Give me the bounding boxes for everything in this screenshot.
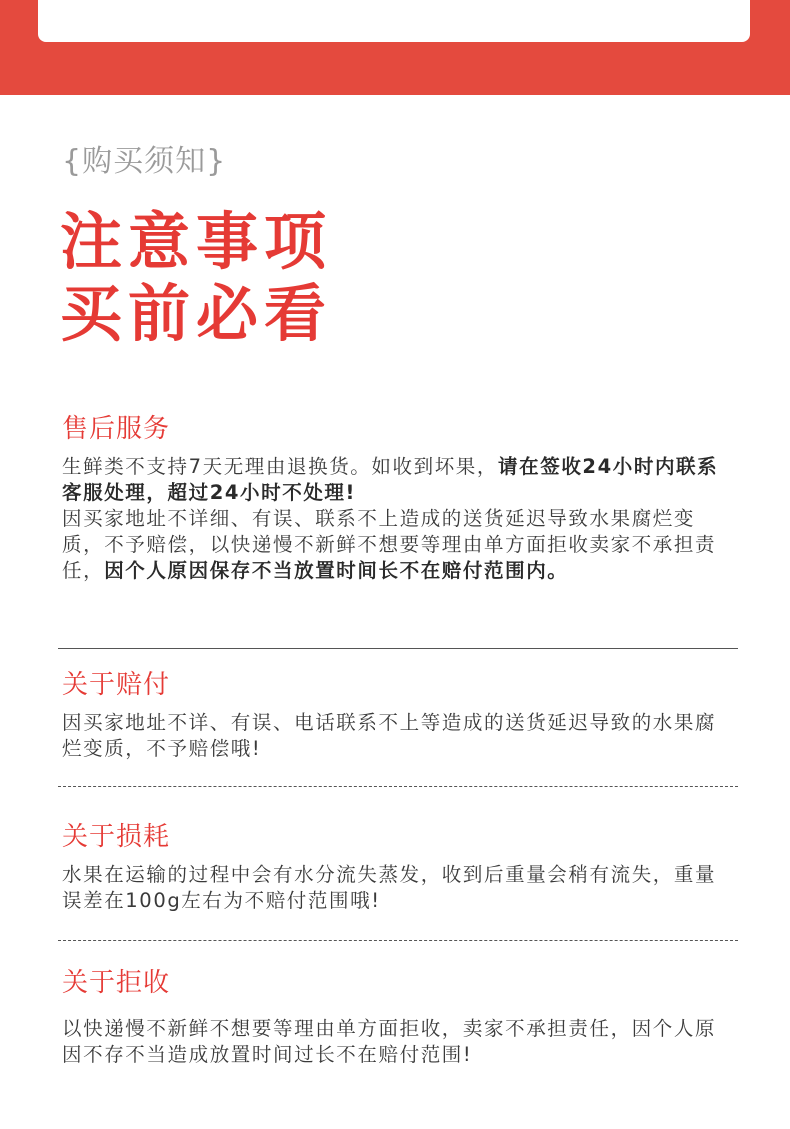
section-divider — [58, 940, 738, 941]
notice-subtitle: {购买须知} — [62, 144, 227, 179]
section-after-sales — [62, 412, 737, 584]
section-divider — [58, 786, 738, 787]
section-rejection — [62, 966, 737, 1068]
headline — [60, 206, 332, 350]
top-white-card — [38, 0, 750, 42]
section-title: 关于赔付 — [62, 670, 171, 700]
section-title: 关于损耗 — [62, 822, 171, 852]
section-divider — [58, 648, 738, 649]
section-body — [62, 454, 737, 584]
section-compensation — [62, 668, 737, 762]
headline-line-1: 注意事项 — [60, 205, 333, 278]
body-emphasis: 请在签收24小时内联系客服处理，超过24小时不处理! — [62, 455, 719, 504]
section-body: 以快递慢不新鲜不想要等理由单方面拒收，卖家不承担责任，因个人原因不存不当造成放置时间过长不在赔付范围! — [62, 1017, 717, 1066]
body-text: 因买家地址不详细、有误、联系不上造成的送货延迟导致水果腐烂变质，不予赔偿，以快递慢不新鲜不想要等理由单方面拒收卖家不承担责任， — [62, 507, 717, 582]
section-title: 售后服务 — [62, 414, 171, 444]
headline-line-2: 买前必看 — [60, 277, 333, 350]
section-body: 水果在运输的过程中会有水分流失蒸发，收到后重量会稍有流失，重量误差在100g左右为不赔付范围哦! — [62, 863, 717, 912]
body-text: 生鲜类不支持7天无理由退换货。如收到坏果， — [62, 455, 499, 478]
section-loss — [62, 820, 737, 914]
section-title: 关于拒收 — [62, 968, 171, 998]
body-emphasis: 因个人原因保存不当放置时间长不在赔付范围内。 — [104, 559, 569, 582]
section-body: 因买家地址不详、有误、电话联系不上等造成的送货延迟导致的水果腐烂变质，不予赔偿哦! — [62, 711, 717, 760]
